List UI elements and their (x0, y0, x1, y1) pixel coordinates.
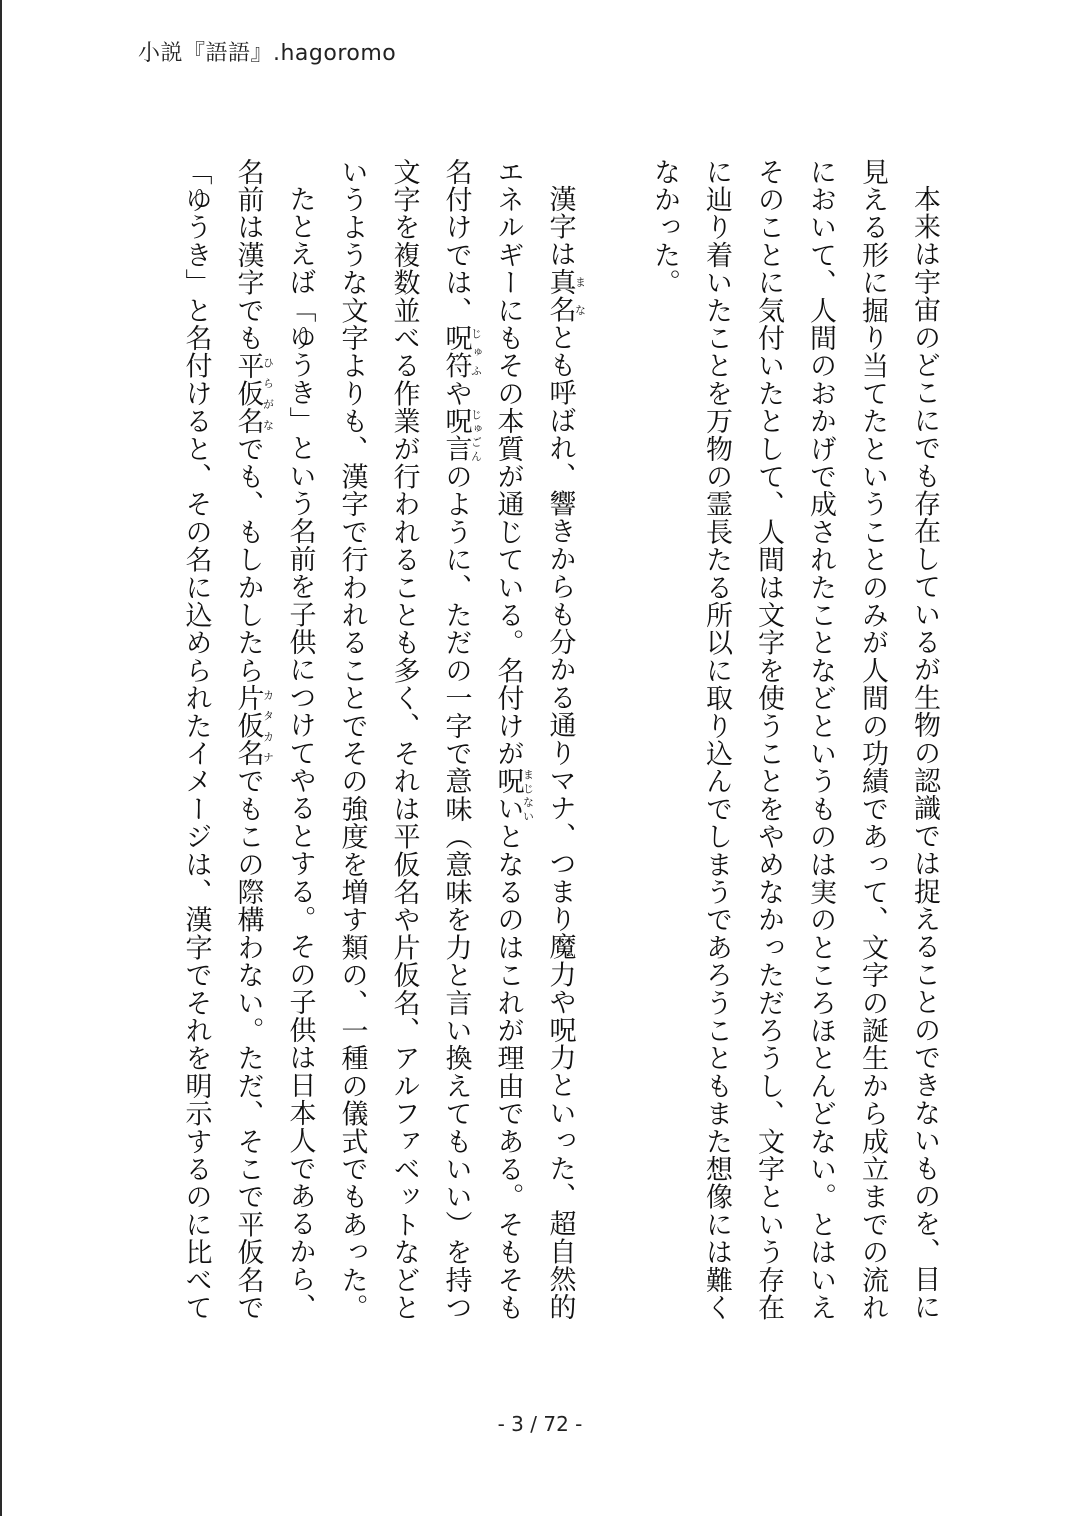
page-left-edge (0, 0, 2, 1516)
ruby-mana: 真名まな (544, 268, 587, 324)
text-segment: のように、ただの一字で意味（意味を力と言い換えてもいい）を持つ文字を複数並べる作業が行われることも多く、それは平仮名や片仮名、アルファベットなどというような文字よりも、漢字で行われることでその強度を増す類の、一種の儀式でもあった。 (336, 158, 472, 1322)
text-segment: や (440, 379, 472, 408)
document-header-title: 小説『語語』.hagoromo (138, 41, 397, 66)
text-segment: となるのはこれが理由である。そもそも名付けでは、 (440, 158, 524, 1322)
text-segment: たとえば「ゆうき」という名前を子供につけてやるとする。その子供は日本人であるから、名前は漢字でも (232, 158, 316, 1321)
ruby-hiragana: 平仮名ひらがな (232, 351, 275, 436)
text-segment: とも呼ばれ、響きからも分かる通りマナ、つまり魔力や呪力といった、超自然的エネルギーにもその本質が通じている。名付けが (492, 158, 576, 1321)
text-segment: 漢字は (544, 185, 576, 269)
ruby-katakana: 片仮名カタカナ (232, 684, 275, 768)
ruby-jufu: 呪符じゅふ (440, 324, 483, 380)
text-segment: でも、もしかしたら (232, 435, 264, 685)
ruby-jugon: 呪言じゅごん (440, 407, 483, 463)
paragraph-2 (326, 158, 587, 1338)
ruby-majinai: 呪いまじない (492, 767, 535, 823)
paragraph-spacer (586, 158, 638, 1338)
paragraph-3 (170, 158, 326, 1338)
paragraph-1: 本来は宇宙のどこにでも存在しているが生物の認識では捉えることのできないものを、目に見える形に掘り当てたということのみが人間の功績であって、文字の誕生から成立までの流れにおいて、人間のおかげで成されたことなどというものは実のところほとんどない。とはいえそのことに気付いたとして、人間は文字を使うことをやめなかっただろうし、文字という存在に辿り着いたことを万物の霊長たる所以に取り込んでしまうであろうこともまた想像には難くなかった。 (649, 158, 940, 1322)
vertical-text-body (130, 158, 950, 1338)
text-segment: でもこの際構わない。ただ、そこで平仮名で「ゆうき」と名付けると、その名に込められたイメージは、漢字でそれを明示するのに比べて (180, 158, 264, 1322)
page-indicator: - 3 / 72 - (497, 1412, 583, 1436)
